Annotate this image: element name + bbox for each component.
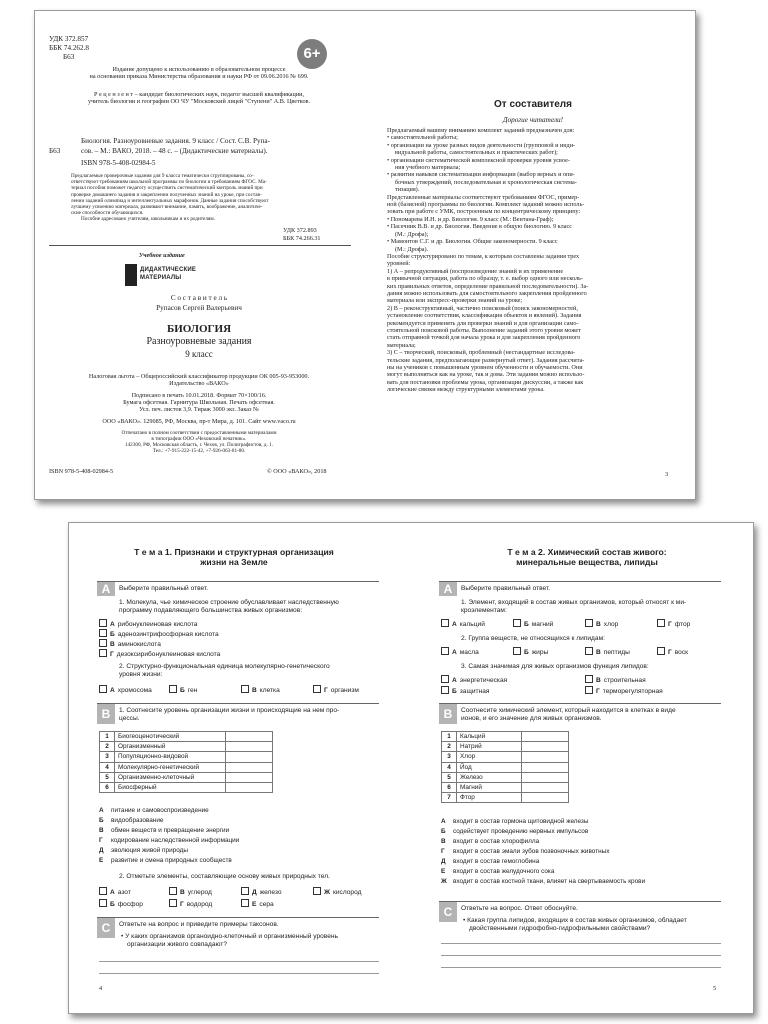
answer-cell[interactable]: [522, 772, 569, 782]
publisher-address: ООО «ВАКО». 129085, РФ, Москва, пр-т Мира, д. 101. Сайт www.vaco.ru: [102, 418, 296, 425]
q1-text: 1. Молекула, чье химическое строение обуславливает наследственную программу подавляющего большинства живых организмов:: [119, 599, 339, 614]
section-a-instruction: Выберите правильный ответ.: [119, 585, 209, 592]
role-item: Г входит в состав эмали зубов позвоночных животных: [441, 848, 610, 855]
foreword-line: логические связки между структурными элементами урока.: [387, 386, 545, 394]
publisher-note: Издательство «ВАКО»: [169, 380, 229, 387]
section-letter-c: С: [97, 918, 115, 938]
section-letter-a: А: [97, 582, 115, 596]
q1-option-a[interactable]: А рибонуклеиновая кислота: [99, 619, 197, 629]
table-row: 5 Организменно-клеточный: [100, 772, 273, 782]
answer-cell[interactable]: [226, 752, 273, 762]
foreword-line: 1) А – репродуктивный (воспроизведение знаний и их применение: [387, 267, 564, 275]
r-q2-option-d[interactable]: Г воск: [657, 647, 688, 657]
foreword-line: • организации систематической комплексной проверки уровня усвое-: [387, 156, 570, 164]
table-row: 4 Молекулярно-генетический: [100, 762, 273, 772]
answer-cell[interactable]: [226, 783, 273, 793]
q2-option-d[interactable]: Г организм: [313, 685, 359, 695]
element-option-e[interactable]: Е сера: [241, 899, 274, 909]
b2-text: 2. Отметьте элементы, составляющие основу живых природных тел.: [119, 873, 330, 880]
foreword-line: • самостоятельной работы;: [387, 134, 458, 142]
printer-line-3: 142300, РФ, Московская область, г. Чехов, ул. Полиграфистов, д. 1.: [124, 442, 274, 448]
answer-cell[interactable]: [522, 793, 569, 803]
section-b-instruction: Соотнесите химический элемент, который находится в клетках в виде ионов, и его значение для живых организмов.: [461, 707, 676, 722]
abstract-line: лучшему усвоению материала, развивают внимание, память, воображение, аналитиче-: [71, 204, 263, 211]
section-letter-c: С: [439, 902, 457, 922]
answer-cell[interactable]: [522, 783, 569, 793]
answer-line[interactable]: [99, 961, 379, 962]
section-c-instruction: Ответьте на вопрос и приведите примеры таксонов.: [119, 921, 279, 928]
foreword-line: зовать при работе с УМК, построенным по концентрическому принципу:: [387, 208, 581, 216]
answer-line[interactable]: [441, 955, 721, 956]
table-row: 2 Организменный: [100, 742, 273, 752]
section-b-header: [97, 703, 379, 722]
compiler-name: Рупасов Сергей Валерьевич: [156, 304, 242, 312]
foreword-line: могут выполняться как на уроке, так и дома. Эти задания можно использо-: [387, 371, 585, 379]
copyright: © ООО «ВАКО», 2018: [267, 468, 327, 475]
table-row: 7 Фтор: [442, 793, 569, 803]
foreword-line: ной (базисной) программы по биологии. Комплект заданий можно исполь-: [387, 201, 585, 209]
element-option-d[interactable]: Д железо: [241, 887, 282, 897]
role-item: Д входит в состав гемоглобина: [441, 858, 540, 865]
top-book-spread: [34, 10, 696, 500]
book-subtitle: Разноуровневые задания: [146, 336, 252, 347]
foreword-line: уровней:: [387, 260, 411, 268]
foreword-line: стать отправной точкой для начала урока и для закрепления пройденного: [387, 334, 581, 342]
answer-cell[interactable]: [522, 732, 569, 742]
bbk-code: ББК 74.262.8: [49, 44, 90, 52]
foreword-line: (М.: Дрофа);: [395, 230, 429, 238]
section-b-instruction: 1. Соотнесите уровень организации жизни и происходящие на нем про- цессы.: [119, 707, 340, 722]
r-q3-option-g[interactable]: Г терморегуляторная: [585, 686, 663, 696]
isbn-bottom: ISBN 978-5-408-02984-5: [49, 468, 114, 475]
bbk-code-2: ББК 74.266.31: [283, 235, 321, 242]
answer-cell[interactable]: [522, 762, 569, 772]
book-title: БИОЛОГИЯ: [166, 323, 232, 335]
q1-option-c[interactable]: В аминокислота: [99, 639, 161, 649]
foreword-line: в привычной ситуации, работа по образцу, т. е. выбор одного или несколь-: [387, 275, 584, 283]
foreword-line: Пособие структурировано по темам, к которым составлены задания трех: [387, 252, 580, 260]
r-q3-option-a[interactable]: А энергетическая: [441, 675, 507, 685]
elements-table: [441, 731, 569, 803]
answer-cell[interactable]: [226, 762, 273, 772]
page-number-4: 4: [99, 985, 103, 992]
foreword-line: стоятельной поисковой работы. Выполнение заданий этого уровня может: [387, 326, 581, 334]
c-question: • У каких организмов органоидно-клеточный и организменный уровень организации живого совпадают?: [121, 933, 338, 948]
theme1-title-line-2: жизни на Земле: [200, 557, 268, 567]
abstract-block: [71, 173, 351, 223]
foreword-line: (М.: Дрофа).: [395, 245, 429, 253]
udk-code-2: УДК 372.893: [283, 227, 317, 234]
foreword-line: • организации на уроке разных видов деятельности (групповой и инди-: [387, 141, 576, 149]
role-item: Ж входит в состав костной ткани, влияет на свертываемость крови: [441, 878, 646, 885]
process-item: Д эволюция живой природы: [99, 847, 188, 854]
printer-line-4: Тел.: +7-915-222-15-42, +7-926-063-81-80.: [152, 448, 246, 454]
process-item: Г кодирование наследственной информации: [99, 837, 240, 844]
foreword-line: • Мамонтов С.Г. и др. Биология. Общие закономерности. 9 класс: [387, 238, 558, 246]
r-q1-option-d[interactable]: Г фтор: [657, 619, 690, 629]
foreword-line: 3) С – творческий, поисковый, проблемный (нестандартные исследова-: [387, 349, 576, 357]
q2-option-a[interactable]: А хромосома: [99, 685, 152, 695]
foreword-line: • Пономарева И.Н. и др. Биология. 9 класс (М.: Вентана-Граф);: [387, 215, 554, 223]
r-q3-option-b[interactable]: Б защитная: [441, 686, 489, 696]
table-row: 3 Популяционно-видовой: [100, 752, 273, 762]
isbn-mid: ISBN 978-5-408-02984-5: [81, 159, 156, 167]
answer-line[interactable]: [441, 943, 721, 944]
permit-line-1: Издание допущено к использованию в образовательном процессе: [112, 66, 286, 73]
section-a-header-right: [439, 581, 721, 596]
biblio-line-2: сов. – М.: ВАКО, 2018. – 48 с. – (Дидактические материалы).: [81, 147, 268, 155]
foreword-line: вать для постановки проблемы урока, организации дискуссии, а также как: [387, 378, 584, 386]
element-option-g[interactable]: Г водород: [169, 899, 212, 909]
table-row: 1 Кальций: [442, 732, 569, 742]
role-item: В входит в состав хлорофилла: [441, 838, 540, 845]
foreword-line: 2) В – реконструктивный, частично поисковый (поиск закономерностей,: [387, 304, 578, 312]
abstract-line: ответствуют требованиям школьной программы по биологии и требованиям ФГОС. Ма-: [71, 179, 267, 186]
foreword-line: бочных утверждений, последовательная и хронологическая система-: [395, 178, 577, 186]
abstract-line: ские способности обучающихся.: [71, 210, 144, 217]
element-option-v[interactable]: В углерод: [169, 887, 212, 897]
section-letter-b: В: [97, 704, 115, 724]
foreword-line: • Пасечник В.В. и др. Биология. Введение в общую биологию. 9 класс: [387, 223, 572, 231]
page-number-3: 3: [665, 471, 669, 478]
abstract-line: териал пособия поможет педагогу осуществить систематический контроль знаний при: [71, 185, 263, 192]
foreword-line: дания можно использовать для самостоятельного закрепления пройденного: [387, 289, 587, 297]
q2-text: 2. Структурно-функциональная единица молекулярно-генетического уровня жизни:: [119, 663, 330, 678]
r-q1-option-b[interactable]: Б магний: [513, 619, 553, 629]
q1-option-b[interactable]: Б аденозинтрифосфорная кислота: [99, 629, 219, 639]
compiler-label: С о с т а в и т е л ь: [170, 294, 228, 302]
greeting: Дорогие читатели!: [503, 116, 563, 124]
age-rating-badge: 6+: [297, 39, 327, 69]
foreword-line: установление соответствия, классификация объектов и явлений). Задания: [387, 312, 582, 320]
udk-code: УДК 372.857: [49, 35, 89, 43]
theme1-title-line-1: Т е м а 1. Признаки и структурная организация: [134, 547, 334, 557]
print-line-2: Бумага офсетная. Гарнитура Школьная. Печать офсетная.: [123, 399, 275, 406]
section-a-instruction: Выберите правильный ответ.: [461, 585, 551, 592]
answer-cell[interactable]: [226, 732, 273, 742]
r-c-question: • Какая группа липидов, входящих в состав живых организмов, обладает двойственными гидрофобно-гидрофильными свойствами?: [463, 917, 687, 932]
printer-line-1: Отпечатано в полном соответствии с предоставленными материалами: [121, 430, 277, 436]
process-item: А питание и самовоспроизведение: [99, 807, 209, 814]
didactic-materials-logo: ДИДАКТИЧЕСКИЕ МАТЕРИАЛЫ: [125, 264, 191, 286]
section-c-header-right: [439, 901, 721, 919]
b63-left-code: Б63: [49, 147, 61, 155]
section-c-instruction: Ответьте на вопрос. Ответ обоснуйте.: [461, 905, 578, 912]
b63-code: Б63: [63, 53, 75, 61]
answer-cell[interactable]: [522, 752, 569, 762]
reviewer-line-2: учитель биологии и географии ОО ЧУ "Московский лицей "Ступени" А.В. Цветков.: [87, 98, 311, 105]
foreword-line: • развития навыков систематизации информации (выбор верных и опи-: [387, 171, 575, 179]
process-item: Е развитие и смена природных сообществ: [99, 857, 232, 864]
role-item: Е входит в состав желудочного сока: [441, 868, 555, 875]
edu-edition-label: Учебное издание: [139, 252, 185, 259]
foreword-line: рекомендуется применять для проверки знаний и для организации само-: [387, 319, 579, 327]
abstract-line: лении заданий олимпиад и интеллектуальных марафонов. Данные задания способствуют: [71, 197, 269, 204]
abstract-line: Пособие адресовано учителям, школьникам и их родителям.: [81, 216, 215, 223]
q1-option-d[interactable]: Г дезоксирибонуклеиновая кислота: [99, 649, 220, 659]
r-q1-text: 1. Элемент, входящий в состав живых организмов, который относят к ми- кроэлементам:: [461, 599, 687, 614]
theme2-title-line-1: Т е м а 2. Химический состав живого:: [507, 547, 667, 557]
foreword-line: тизация).: [395, 186, 420, 194]
answer-cell[interactable]: [226, 742, 273, 752]
bottom-book-spread: [68, 522, 754, 1014]
answer-line[interactable]: [99, 973, 379, 974]
tax-note: Налоговая льгота – Общероссийский классификатор продукции ОК 005-93-953000.: [88, 373, 310, 380]
print-line-1: Подписано в печать 10.01.2018. Формат 70×100/16.: [131, 392, 267, 399]
section-a-header: [97, 581, 379, 596]
abstract-line: проверке домашнего задания и закреплении полученных знаний на уроке, при состав-: [71, 191, 262, 198]
r-q2-text: 2. Группа веществ, не относящихся к липидам:: [461, 635, 605, 642]
table-row: 3 Хлор: [442, 752, 569, 762]
levels-table: [99, 731, 273, 793]
answer-cell[interactable]: [522, 742, 569, 752]
element-option-zh[interactable]: Ж кислород: [313, 887, 361, 897]
permit-line-2: на основании приказа Министерства образования и науки РФ от 09.06.2016 № 699.: [89, 73, 309, 80]
foreword-title: От составителя: [494, 99, 572, 110]
process-item: Б видообразование: [99, 817, 164, 824]
element-option-a[interactable]: А азот: [99, 887, 131, 897]
section-letter-b: В: [439, 704, 457, 724]
foreword-line: материала или экспресс-проверки знаний на уроке;: [387, 297, 523, 305]
q2-option-c[interactable]: В клетка: [241, 685, 280, 695]
page-number-5: 5: [713, 985, 717, 992]
foreword-line: материала;: [387, 341, 416, 349]
r-q2-option-a[interactable]: А масла: [441, 647, 479, 657]
foreword-line: Предлагаемый вашему вниманию комплект заданий предназначен для:: [387, 127, 575, 134]
table-row: 2 Натрий: [442, 742, 569, 752]
r-q1-option-a[interactable]: А кальций: [441, 619, 485, 629]
section-c-header: [97, 917, 379, 935]
role-item: А входит в состав гормона щитовидной железы: [441, 818, 589, 825]
foreword-line: ких правильных ответов, определение правильной последовательности). За-: [387, 282, 589, 290]
reviewer-line-1: Р е ц е н з е н т – кандидат биологических наук, педагог высшей квалификации,: [93, 91, 305, 98]
section-letter-a: А: [439, 582, 457, 596]
print-line-3: Усл. печ. листов 3,9. Тираж 3000 экз. Заказ №: [139, 406, 259, 413]
answer-line[interactable]: [441, 967, 721, 968]
table-row: 6 Биосферный: [100, 783, 273, 793]
r-q3-option-v[interactable]: В строительная: [585, 675, 646, 685]
table-row: 5 Железо: [442, 772, 569, 782]
q2-option-b[interactable]: Б ген: [169, 685, 197, 695]
foreword-line: Представленные материалы соответствуют требованиям ФГОС, пример-: [387, 193, 580, 201]
foreword-line: ны на учеников с повышенным уровнем обученности и обучаемости. Они: [387, 364, 583, 371]
foreword-line: тельские задания, предполагающие развернутый ответ). Задания рассчита-: [387, 356, 585, 364]
r-q2-option-c[interactable]: В пептиды: [585, 647, 630, 657]
foreword-line: ния учебного материала;: [395, 164, 461, 172]
answer-cell[interactable]: [226, 772, 273, 782]
foreword-body: [387, 127, 683, 394]
r-q2-option-b[interactable]: Б жиры: [513, 647, 548, 657]
divider: [49, 245, 351, 246]
r-q3-text: 3. Самая значимая для живых организмов функция липидов:: [461, 663, 649, 670]
section-b-header-right: [439, 703, 721, 722]
table-row: 4 Йод: [442, 762, 569, 772]
printer-line-2: в типографии ООО «Чеховский печатник».: [151, 436, 247, 442]
r-q1-option-c[interactable]: В хлор: [585, 619, 618, 629]
process-item: В обмен веществ и превращение энергии: [99, 827, 230, 834]
abstract-line: Предлагаемые проверочные задания для 9 класса тематически сгруппированы, со-: [71, 173, 254, 179]
element-option-b[interactable]: Б фосфор: [99, 899, 143, 909]
theme2-title-line-2: минеральные вещества, липиды: [516, 557, 658, 567]
book-grade: 9 класс: [185, 349, 213, 359]
table-row: 6 Магний: [442, 783, 569, 793]
table-row: 1 Биогеоценотический: [100, 732, 273, 742]
foreword-line: видуальной работы, самостоятельных и практических работ);: [395, 149, 558, 157]
biblio-line-1: Биология. Разноуровневые задания. 9 класс / Сост. С.В. Рупа-: [81, 137, 271, 145]
role-item: Б содействует проведению нервных импульсов: [441, 828, 589, 835]
